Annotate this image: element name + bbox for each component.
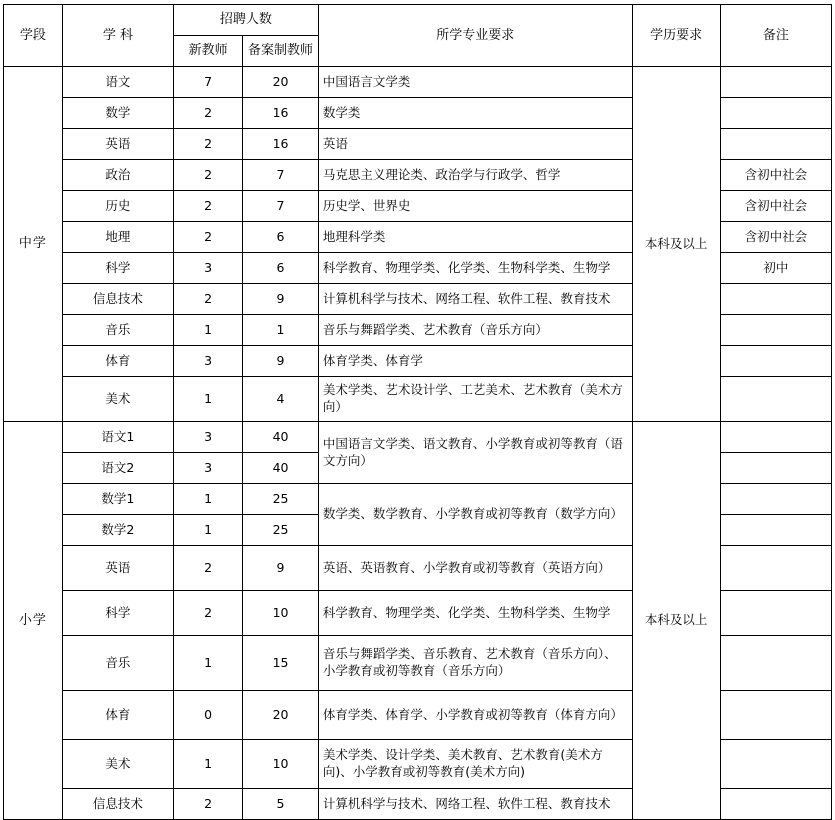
remark-cell	[720, 67, 831, 98]
table-row	[4, 422, 832, 453]
major-cell: 美术学类、设计学类、美术教育、艺术教育(美术方向)、小学教育或初等教育(美术方向)	[318, 740, 632, 789]
major-cell: 计算机科学与技术、网络工程、软件工程、教育技术	[318, 789, 632, 820]
subject-cell: 数学1	[62, 484, 173, 515]
recruitment-table	[3, 4, 832, 820]
major-cell: 中国语言文学类	[318, 67, 632, 98]
remark-cell	[720, 346, 831, 377]
remark-cell	[720, 377, 831, 422]
count-reserve-cell: 16	[243, 98, 319, 129]
count-new-cell: 7	[174, 67, 243, 98]
subject-cell: 历史	[62, 191, 173, 222]
header-count-reserve: 备案制教师	[243, 36, 319, 67]
count-new-cell: 2	[174, 160, 243, 191]
count-new-cell: 2	[174, 591, 243, 636]
major-cell: 英语	[318, 129, 632, 160]
remark-cell	[720, 740, 831, 789]
subject-cell: 科学	[62, 591, 173, 636]
remark-cell	[720, 129, 831, 160]
subject-cell: 数学	[62, 98, 173, 129]
count-new-cell: 1	[174, 636, 243, 691]
count-new-cell: 2	[174, 98, 243, 129]
count-reserve-cell: 6	[243, 222, 319, 253]
header-education: 学历要求	[632, 5, 720, 67]
remark-cell: 含初中社会	[720, 160, 831, 191]
count-new-cell: 0	[174, 691, 243, 740]
subject-cell: 语文	[62, 67, 173, 98]
remark-cell	[720, 453, 831, 484]
count-reserve-cell: 9	[243, 346, 319, 377]
count-reserve-cell: 20	[243, 691, 319, 740]
major-cell: 计算机科学与技术、网络工程、软件工程、教育技术	[318, 284, 632, 315]
table-body	[4, 67, 832, 820]
subject-cell: 美术	[62, 740, 173, 789]
count-reserve-cell: 10	[243, 740, 319, 789]
count-reserve-cell: 20	[243, 67, 319, 98]
remark-cell	[720, 315, 831, 346]
count-new-cell: 2	[174, 129, 243, 160]
count-new-cell: 2	[174, 284, 243, 315]
header-count-group: 招聘人数	[174, 5, 319, 36]
education-cell-middle-school: 本科及以上	[632, 67, 720, 422]
subject-cell: 英语	[62, 129, 173, 160]
count-new-cell: 1	[174, 377, 243, 422]
count-new-cell: 3	[174, 453, 243, 484]
count-reserve-cell: 6	[243, 253, 319, 284]
subject-cell: 数学2	[62, 515, 173, 546]
count-new-cell: 2	[174, 546, 243, 591]
count-reserve-cell: 10	[243, 591, 319, 636]
major-cell: 英语、英语教育、小学教育或初等教育（英语方向）	[318, 546, 632, 591]
remark-cell	[720, 484, 831, 515]
count-new-cell: 1	[174, 315, 243, 346]
major-cell: 历史学、世界史	[318, 191, 632, 222]
count-reserve-cell: 7	[243, 191, 319, 222]
count-new-cell: 3	[174, 422, 243, 453]
count-new-cell: 1	[174, 484, 243, 515]
header-stage: 学段	[4, 5, 63, 67]
count-reserve-cell: 25	[243, 484, 319, 515]
subject-cell: 信息技术	[62, 789, 173, 820]
remark-cell	[720, 515, 831, 546]
remark-cell	[720, 691, 831, 740]
major-cell: 科学教育、物理学类、化学类、生物科学类、生物学	[318, 591, 632, 636]
subject-cell: 语文2	[62, 453, 173, 484]
count-reserve-cell: 9	[243, 284, 319, 315]
major-cell: 数学类、数学教育、小学教育或初等教育（数学方向）	[318, 484, 632, 546]
count-reserve-cell: 25	[243, 515, 319, 546]
table-header-row-1	[4, 5, 832, 36]
count-reserve-cell: 9	[243, 546, 319, 591]
count-reserve-cell: 40	[243, 453, 319, 484]
count-new-cell: 2	[174, 789, 243, 820]
remark-cell	[720, 98, 831, 129]
subject-cell: 英语	[62, 546, 173, 591]
count-new-cell: 2	[174, 222, 243, 253]
major-cell: 音乐与舞蹈学类、音乐教育、艺术教育（音乐方向）、小学教育或初等教育（音乐方向）	[318, 636, 632, 691]
remark-cell	[720, 636, 831, 691]
subject-cell: 音乐	[62, 636, 173, 691]
count-reserve-cell: 15	[243, 636, 319, 691]
count-new-cell: 1	[174, 740, 243, 789]
subject-cell: 科学	[62, 253, 173, 284]
subject-cell: 信息技术	[62, 284, 173, 315]
count-reserve-cell: 4	[243, 377, 319, 422]
stage-cell-primary-school: 小学	[4, 422, 63, 820]
major-cell: 音乐与舞蹈学类、艺术教育（音乐方向）	[318, 315, 632, 346]
header-remark: 备注	[720, 5, 831, 67]
header-count-new: 新教师	[174, 36, 243, 67]
remark-cell	[720, 284, 831, 315]
major-cell: 体育学类、体育学	[318, 346, 632, 377]
remark-cell: 含初中社会	[720, 222, 831, 253]
count-reserve-cell: 7	[243, 160, 319, 191]
subject-cell: 政治	[62, 160, 173, 191]
subject-cell: 地理	[62, 222, 173, 253]
remark-cell	[720, 789, 831, 820]
stage-cell-middle-school: 中学	[4, 67, 63, 422]
remark-cell: 含初中社会	[720, 191, 831, 222]
major-cell: 马克思主义理论类、政治学与行政学、哲学	[318, 160, 632, 191]
remark-cell	[720, 546, 831, 591]
table-row	[4, 67, 832, 98]
major-cell: 中国语言文学类、语文教育、小学教育或初等教育（语文方向）	[318, 422, 632, 484]
major-cell: 美术学类、艺术设计学、工艺美术、艺术教育（美术方向）	[318, 377, 632, 422]
count-reserve-cell: 1	[243, 315, 319, 346]
major-cell: 数学类	[318, 98, 632, 129]
subject-cell: 体育	[62, 346, 173, 377]
count-new-cell: 1	[174, 515, 243, 546]
major-cell: 地理科学类	[318, 222, 632, 253]
count-reserve-cell: 16	[243, 129, 319, 160]
remark-cell: 初中	[720, 253, 831, 284]
subject-cell: 体育	[62, 691, 173, 740]
header-subject: 学 科	[62, 5, 173, 67]
subject-cell: 美术	[62, 377, 173, 422]
count-new-cell: 3	[174, 253, 243, 284]
count-reserve-cell: 5	[243, 789, 319, 820]
major-cell: 体育学类、体育学、小学教育或初等教育（体育方向）	[318, 691, 632, 740]
count-new-cell: 2	[174, 191, 243, 222]
header-major: 所学专业要求	[318, 5, 632, 67]
education-cell-primary-school: 本科及以上	[632, 422, 720, 820]
major-cell: 科学教育、物理学类、化学类、生物科学类、生物学	[318, 253, 632, 284]
subject-cell: 语文1	[62, 422, 173, 453]
subject-cell: 音乐	[62, 315, 173, 346]
count-new-cell: 3	[174, 346, 243, 377]
remark-cell	[720, 591, 831, 636]
remark-cell	[720, 422, 831, 453]
count-reserve-cell: 40	[243, 422, 319, 453]
